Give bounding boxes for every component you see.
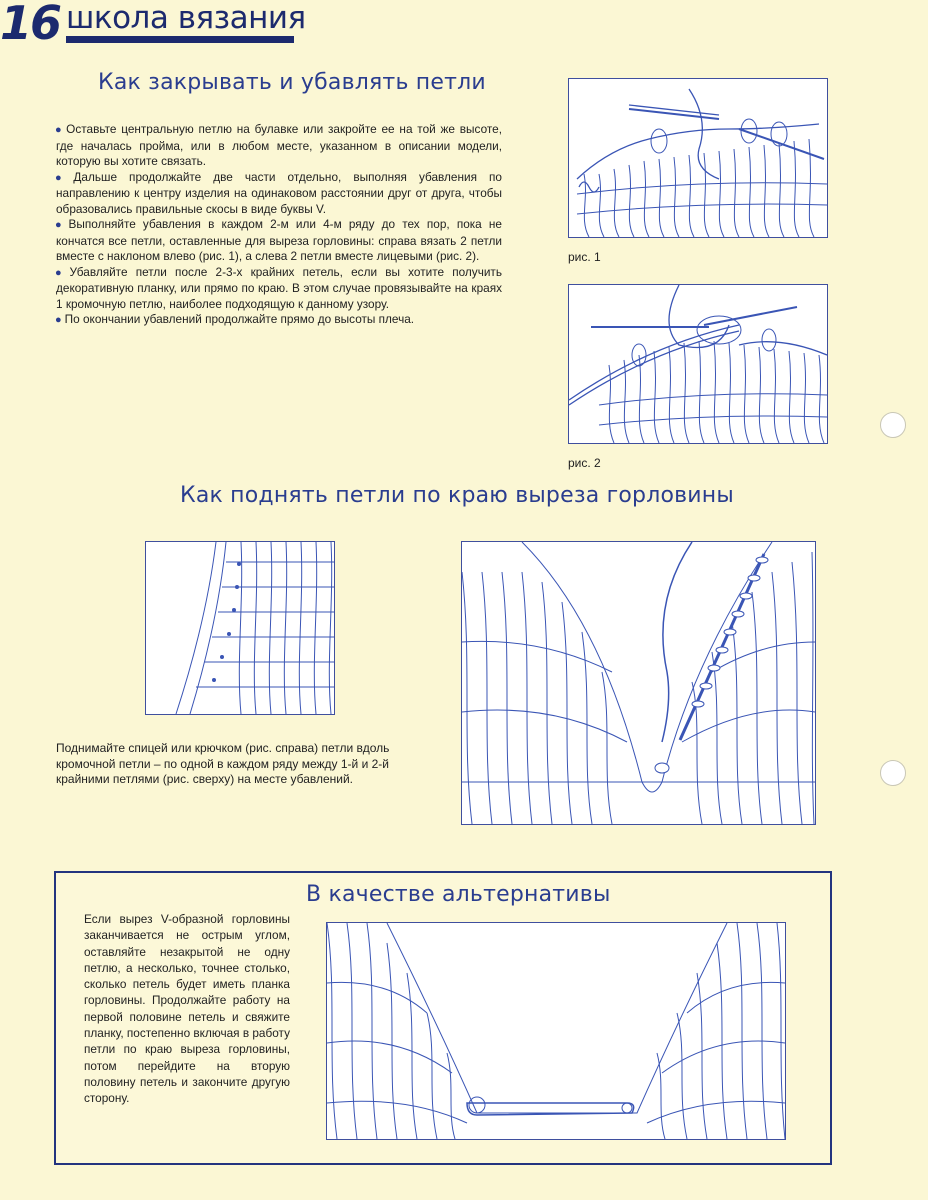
section2-paragraph: Поднимайте спицей или крючком (рис. справа) петли вдоль кромочной петли – по одной в каждом ряду между 1-й и 2-й крайними петлями (рис. сверху) на месте убавлений. <box>56 741 390 786</box>
section3-heading: В качестве альтернативы <box>306 882 611 907</box>
safety-pin-neckline-drawing <box>327 923 785 1139</box>
section1-heading: Как закрывать и убавлять петли <box>98 70 486 95</box>
figure-2-caption: рис. 2 <box>568 456 601 470</box>
bullet-icon: ● <box>55 219 66 231</box>
edge-stitches-illustration <box>145 541 335 715</box>
figure-2-illustration <box>568 284 828 444</box>
list-item: ● Оставьте центральную петлю на булавке или закройте ее на той же высоте, где началась пройма, или в любом месте, указанном в описании модели, которую вы хотите связать. <box>55 122 502 168</box>
header-underline <box>66 36 294 43</box>
bullet-icon: ● <box>55 124 64 136</box>
section2-heading: Как поднять петли по краю выреза горловины <box>180 483 734 508</box>
section1-bullet-list <box>56 122 502 329</box>
binder-hole <box>880 412 906 438</box>
page-number: 16 <box>0 0 61 50</box>
alternative-neckline-illustration <box>326 922 786 1140</box>
section-title: школа вязания <box>66 0 306 36</box>
bullet-icon: ● <box>55 266 67 279</box>
figure-1-caption: рис. 1 <box>568 250 601 264</box>
crochet-hook-pickup-drawing <box>462 542 815 824</box>
bullet-icon: ● <box>55 314 62 326</box>
selvedge-pickup-drawing <box>146 542 334 714</box>
list-item: ● Выполняйте убавления в каждом 2-м или 4-м ряду до тех пор, пока не кончатся все петли, оставленные для выреза горловины: справа вязать 2 петли вместе с наклоном влево (рис. 1), а слева 2 петли вместе лицевыми (рис. 2). <box>55 217 502 263</box>
knitting-decrease-right-drawing <box>569 285 827 443</box>
list-item: ● Убавляйте петли после 2-3-х крайних петель, если вы хотите получить декоративную планку, или прямо по краю. В этом случае провязывайте на краях 1 кромочную петлю, наиболее подходящую к данному узору. <box>55 264 502 311</box>
binder-hole <box>880 760 906 786</box>
list-item: ● По окончании убавлений продолжайте прямо до высоты плеча. <box>55 312 415 326</box>
list-item: ● Дальше продолжайте две части отдельно, выполняя убавления по направлению к центру изделия на одинаковом расстоянии друг от друга, чтобы образовались правильные скосы в виде буквы V. <box>55 169 502 216</box>
knitting-decrease-left-drawing <box>569 79 827 237</box>
figure-1-illustration <box>568 78 828 238</box>
section3-paragraph: Если вырез V-образной горловины заканчивается не острым углом, оставляйте незакрытой не одну петлю, а несколько, точнее столько, сколько петель будет иметь планка горловины. Продолжайте работу на первой половине петель и свяжите планку, постепенно включая в работу петли по краю выреза горловины, потом перейдите на вторую половину петель и закончите другую сторону. <box>84 912 290 1106</box>
neckline-pickup-illustration <box>461 541 816 825</box>
bullet-icon: ● <box>55 171 71 184</box>
